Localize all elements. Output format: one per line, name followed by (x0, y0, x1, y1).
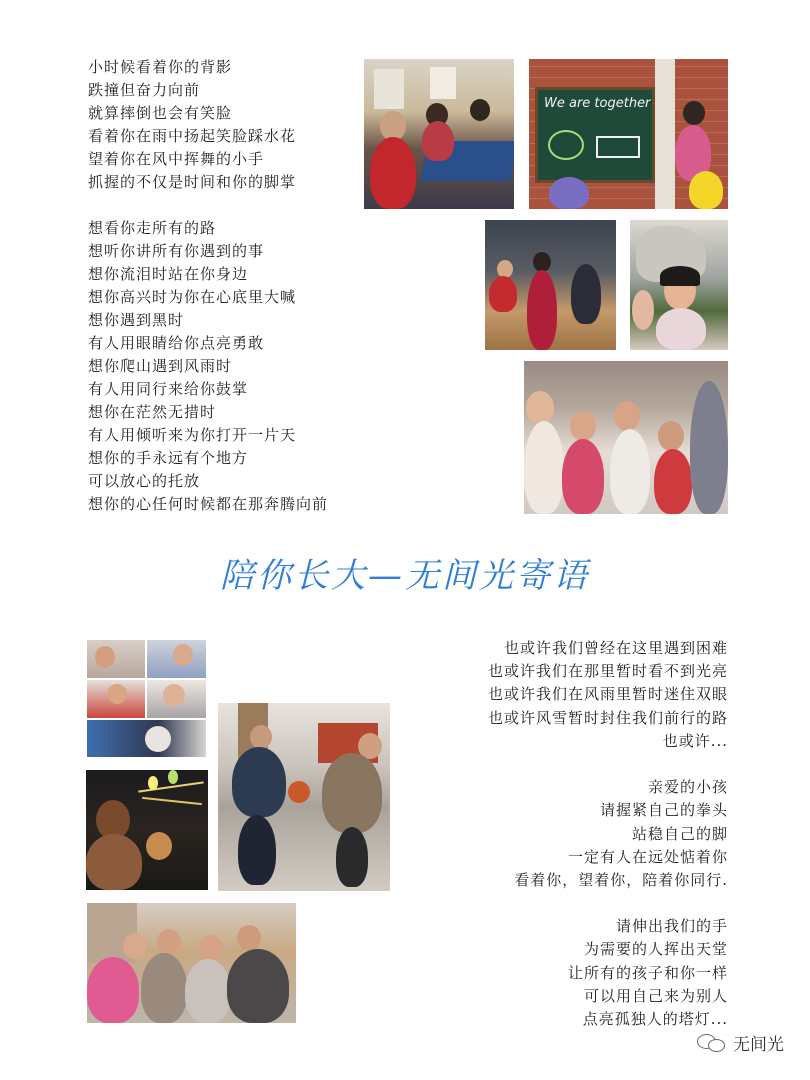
photo-ball-play (218, 703, 390, 891)
poem-line: 想听你讲所有你遇到的事 (88, 242, 265, 260)
poem-line: 抓握的不仅是时间和你的脚掌 (88, 173, 297, 191)
watermark-label: 无间光 (733, 1035, 784, 1055)
poem-line: 亲爱的小孩 (647, 778, 728, 797)
poem-line: 点亮孤独人的塔灯... (582, 1010, 728, 1028)
poem-line: 想你流泪时站在你身边 (88, 265, 249, 283)
poem-line: 想你高兴时为你在心底里大喊 (88, 288, 297, 306)
blackboard (535, 87, 655, 183)
poem-line: 想看你走所有的路 (88, 219, 217, 237)
poem-line: 就算摔倒也会有笑脸 (88, 104, 233, 122)
poem-line: 为需要的人挥出天堂 (583, 940, 728, 959)
poem-line: 也或许我们在风雨里暂时迷住双眼 (487, 685, 728, 704)
poem-line: 望着你在风中挥舞的小手 (88, 150, 265, 168)
watermark (697, 1030, 784, 1055)
poem-line: 看着你，望着你，陪着你同行. (514, 870, 728, 889)
poem-line: 有人用倾听来为你打开一片天 (88, 426, 297, 444)
poem-line: 想你在茫然无措时 (88, 403, 217, 421)
poem-line: 可以放心的托放 (88, 472, 201, 490)
poem-bottom (388, 637, 728, 1031)
photo-blackboard (529, 59, 728, 209)
poem-line: 也或许我们曾经在这里遇到困难 (503, 639, 728, 657)
photo-girl-waving (630, 220, 728, 350)
poem-line: 站稳自己的脚 (631, 824, 728, 843)
photo-collage-kids (87, 640, 206, 757)
photo-women-selfie (87, 903, 296, 1023)
poem-line: 想你的手永远有个地方 (88, 449, 249, 467)
poem-line: 想你遇到黑时 (88, 311, 185, 329)
photo-children-group (524, 361, 728, 514)
poem-line: 请握紧自己的拳头 (599, 801, 728, 820)
page-title: 陪你长大—无间光寄语 (220, 556, 590, 596)
poem-line: 也或许... (662, 731, 728, 750)
poem-line: 可以用自己来为别人 (583, 986, 728, 1005)
poem-line: 也或许我们在那里暂时看不到光亮 (487, 662, 728, 681)
poem-line: 也或许风雪暂时封住我们前行的路 (487, 708, 728, 727)
stanza-gap (388, 753, 728, 776)
poem-line: 让所有的孩子和你一样 (567, 963, 728, 982)
poem-line: 有人用同行来给你鼓掌 (88, 380, 249, 398)
stanza-gap (388, 892, 728, 915)
poem-line: 小时候看着你的背影 (88, 58, 233, 76)
poem-top (88, 56, 368, 516)
poem-line: 一定有人在远处惦着你 (567, 847, 728, 866)
photo-night-lights (86, 770, 208, 890)
photo-classroom-meal (364, 59, 514, 209)
stanza-gap (88, 194, 368, 217)
poem-line: 请伸出我们的手 (615, 917, 728, 936)
poem-line: 跌撞但奋力向前 (88, 81, 201, 99)
wechat-icon (697, 1032, 727, 1054)
photo-dancing (485, 220, 616, 350)
poem-line: 想你爬山遇到风雨时 (88, 357, 233, 375)
poem-line: 有人用眼睛给你点亮勇敢 (88, 334, 265, 352)
poem-line: 想你的心任何时候都在那奔腾向前 (88, 495, 329, 513)
poem-line: 看着你在雨中扬起笑脸踩水花 (88, 127, 297, 145)
blackboard-text: We are together (544, 96, 651, 111)
